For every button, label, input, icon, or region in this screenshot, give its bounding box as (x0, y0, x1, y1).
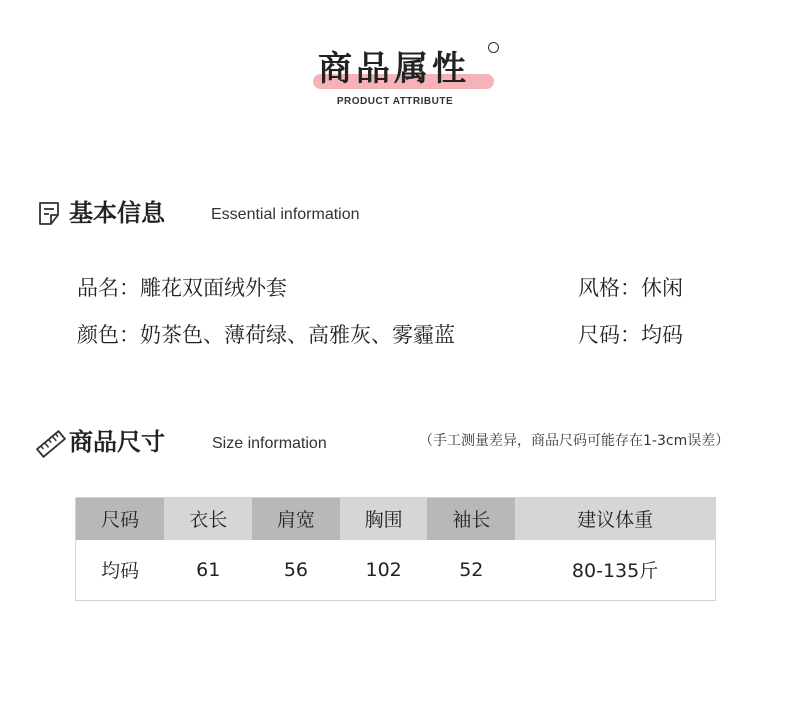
document-icon (38, 201, 62, 227)
column-header: 建议体重 (515, 498, 715, 540)
column-header: 尺码 (76, 498, 165, 540)
table-cell: 52 (459, 558, 484, 581)
ruler-icon (36, 429, 66, 459)
basic-info-subtitle: Essential information (211, 206, 360, 223)
table-row (76, 540, 716, 601)
table-cell: 61 (196, 558, 221, 581)
table-cell: 56 (283, 558, 308, 581)
measurement-note: （手工测量差异，商品尺码可能存在1-3cm误差） (419, 433, 730, 449)
size-info-subtitle: Size information (212, 435, 327, 452)
table-cell: 80-135斤 (571, 560, 659, 583)
column-header: 袖长 (427, 498, 515, 540)
column-header: 衣长 (164, 498, 252, 540)
style-line: 风格：休闲 (578, 276, 683, 300)
circle-decoration (488, 42, 499, 53)
size-info-title: 商品尺寸 (69, 428, 165, 456)
product-name-line: 品名：雕花双面绒外套 (77, 276, 287, 300)
column-header: 胸围 (340, 498, 428, 540)
color-line: 颜色：奶茶色、薄荷绿、高雅灰、雾霾蓝 (77, 323, 455, 347)
column-header: 肩宽 (252, 498, 340, 540)
page-header (0, 0, 790, 120)
table-header-row (76, 498, 716, 540)
page-subtitle: PRODUCT ATTRIBUTE (336, 96, 454, 107)
size-line: 尺码：均码 (578, 323, 683, 347)
page-title: 商品属性 (318, 49, 470, 89)
table-cell: 均码 (101, 560, 140, 583)
table-cell: 102 (365, 558, 402, 581)
size-table (75, 497, 716, 601)
basic-info-title: 基本信息 (69, 199, 165, 227)
